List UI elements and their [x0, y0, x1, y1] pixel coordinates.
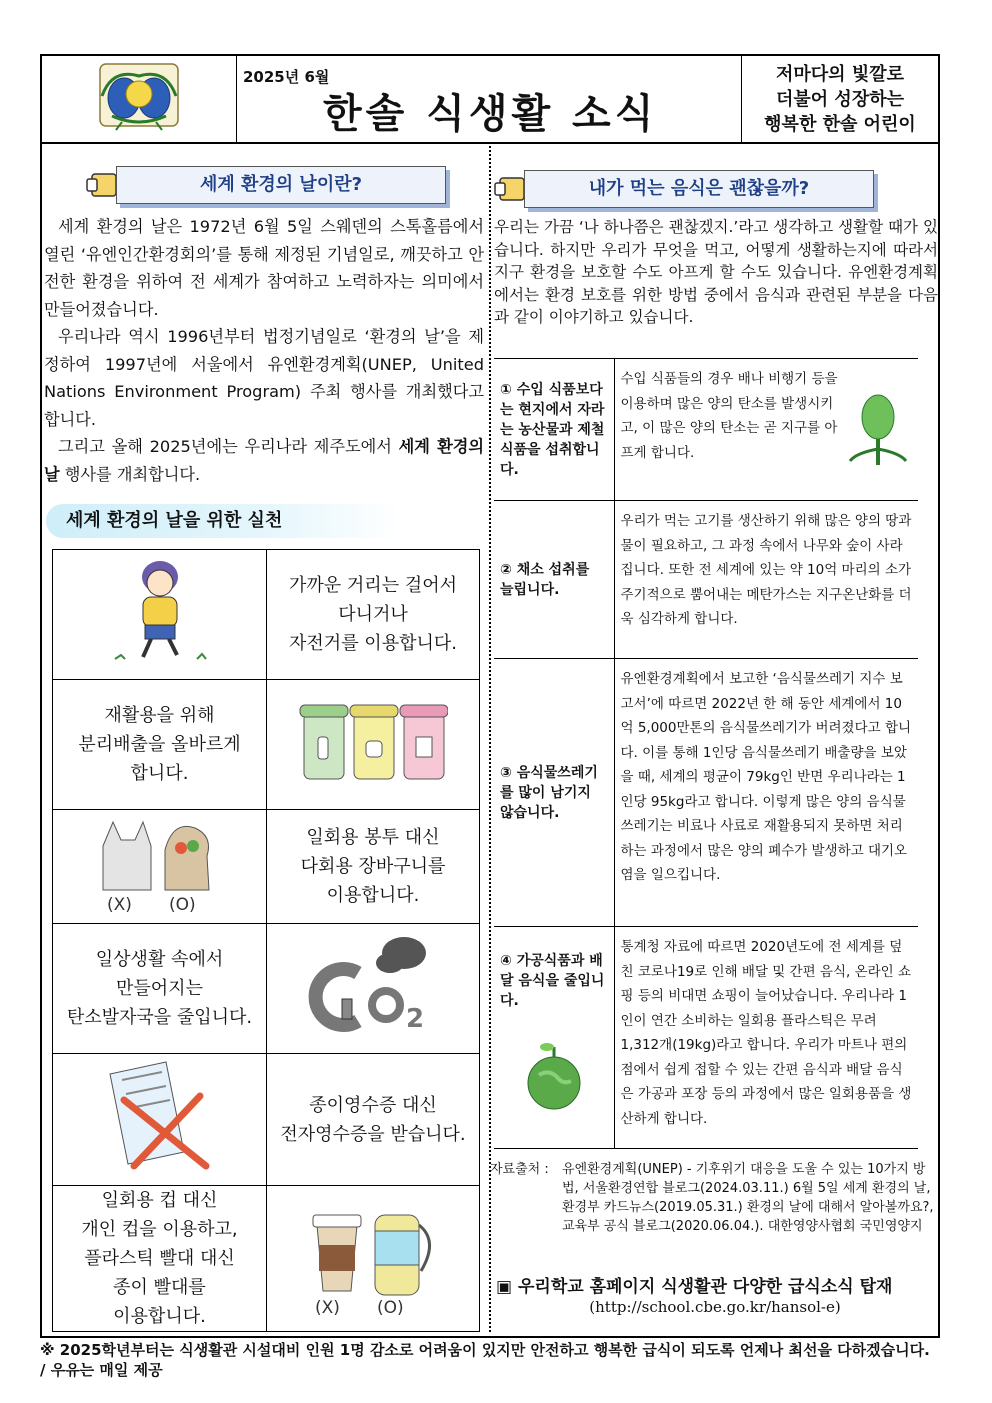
practice-heading: 세계 환경의 날을 위한 실천 — [46, 504, 402, 538]
practice-text: 일상생활 속에서 만들어지는 탄소발자국을 줄입니다. — [53, 924, 267, 1054]
earth-sprout-icon — [519, 1039, 589, 1113]
food-intro: 우리는 가끔 ‘나 하나쯤은 괜찮겠지.’라고 생각하고 생활할 때가 있습니다. 하지만 우리가 무엇을 먹고, 어떻게 생활하는지에 따라서 지구 환경을 보호할 수도 아프게 할 수도 있습니다. 유엔환경계획에서는 환경 보호를 위한 방법 중에서 음식과 관련된 부분을 다음과 같이 이야기하고 있습니다. — [494, 218, 938, 326]
tip-label: ① 수입 식품보다는 현지에서 자라는 농산물과 제철식품을 섭취합니다. — [494, 359, 614, 501]
practice-text: 일회용 컵 대신 개인 컵을 이용하고, 플라스틱 빨대 대신 종이 빨대를 이용합니다. — [53, 1186, 267, 1332]
practice-row — [53, 550, 480, 680]
section-tab-environment-day — [86, 166, 446, 206]
homepage-notice: ▣ 우리학교 홈페이지 식생활관 다양한 급식소식 탑재 — [496, 1277, 893, 1297]
mark-wrong: (X) — [106, 895, 132, 914]
practice-row — [53, 924, 480, 1054]
header — [42, 56, 938, 144]
practice-illustration — [267, 680, 480, 810]
school-logo — [42, 56, 237, 142]
svg-text:2: 2 — [406, 1004, 425, 1034]
paragraph: 세계 환경의 날은 1972년 6월 5일 스웨덴의 스톡홀름에서 열린 ‘유엔인간환경회의’를 통해 제정된 기념일로, 깨끗하고 안전한 환경을 위하여 전 세계가 참여하고 노력하자는 의미에서 만들어졌습니다. — [44, 217, 484, 319]
tip-text-body: 수입 식품들의 경우 배나 비행기 등을 이용하며 많은 양의 탄소를 발생시키고, 이 많은 양의 탄소는 곧 지구를 아프게 합니다. — [620, 371, 838, 461]
tip-row — [494, 501, 918, 659]
practice-table — [52, 549, 480, 1332]
paragraph-emphasis: 세계 환경의 날 — [44, 437, 484, 484]
tip-label — [494, 927, 614, 1149]
practice-text: 일회용 봉투 대신 다회용 장바구니를 이용합니다. — [267, 810, 480, 924]
motto-line: 더불어 성장하는 — [776, 89, 904, 110]
footer-notice: ※ 2025학년부터는 식생활관 시설대비 인원 1명 감소로 어려움이 있지만 안전하고 행복한 급식이 되도록 언제나 최선을 다하겠습니다. / 우유는 매일 제공 — [40, 1341, 930, 1379]
newsletter-title: 한솔 식생활 소식 — [323, 91, 658, 137]
logo-cell — [42, 56, 237, 142]
mark-wrong: (X) — [315, 1298, 340, 1317]
tip-row — [494, 927, 918, 1149]
paragraph-part: 그리고 올해 2025년에는 우리나라 제주도에서 — [58, 437, 399, 456]
sprout-icon — [844, 389, 912, 469]
tip-label: ③ 음식물쓰레기를 많이 남기지 않습니다. — [494, 659, 614, 927]
practice-text: 재활용을 위해 분리배출을 올바르게 합니다. — [53, 680, 267, 810]
practice-row — [53, 680, 480, 810]
tip-text: 통계청 자료에 따르면 2020년도에 전 세계를 덮친 코로나19로 인해 배달 및 간편 음식, 온라인 쇼핑 등의 비대면 쇼핑이 늘어났습니다. 우리나라 1인이 연간 소비하는 일회용 플라스틱은 무려 1,312개(19kg)라고 합니다. 우리가 마트나 편의점에서 쉽게 접할 수 있는 간편 음식과 배달 음식은 가공과 포장 등의 과정에서 많은 일회용품을 생산하게 합니다. — [614, 927, 918, 1149]
paragraph-part: 행사를 개최합니다. — [59, 464, 201, 484]
environment-day-text — [44, 213, 484, 488]
practice-illustration — [53, 810, 267, 924]
plastic-bag-vs-basket-icon — [95, 810, 225, 914]
source-label: 자료출처 : — [490, 1162, 549, 1177]
binder-clip-icon — [494, 174, 528, 204]
section-tab-food — [494, 170, 876, 210]
motto-line: 행복한 한솔 어린이 — [764, 114, 916, 135]
paragraph: 우리나라 역시 1996년부터 법정기념일로 ‘환경의 날’을 제정하여 1997년에 서울에서 유엔환경계획(UNEP, United Nations Environment Program) 주최 행사를 개최했다고 합니다. — [44, 327, 484, 429]
practice-text: 가까운 거리는 걸어서 다니거나 자전거를 이용합니다. — [267, 550, 480, 680]
motto-cell — [742, 56, 938, 142]
practice-row — [53, 1054, 480, 1186]
practice-illustration — [267, 1186, 480, 1332]
mark-right: (O) — [168, 895, 196, 914]
cup-vs-tumbler-icon — [303, 1191, 443, 1317]
motto-line: 저마다의 빛깔로 — [776, 64, 904, 85]
practice-illustration — [267, 924, 480, 1054]
co2-cloud-icon — [308, 929, 438, 1039]
paragraph — [44, 433, 484, 488]
tip-label: ② 채소 섭취를 늘립니다. — [494, 501, 614, 659]
section-heading: 내가 먹는 음식은 괜찮을까? — [524, 170, 874, 208]
tip-text: 우리가 먹는 고기를 생산하기 위해 많은 양의 땅과 물이 필요하고, 그 과정 속에서 나무와 숲이 사라집니다. 또한 전 세계에 있는 약 10억 마리의 소가 주기적으로 뿜어내는 메탄가스는 지구온난화를 더욱 심각하게 합니다. — [614, 501, 918, 659]
title-cell — [237, 56, 742, 142]
section-heading: 세계 환경의 날이란? — [116, 166, 446, 204]
issue-date: 2025년 6월 — [243, 68, 330, 86]
practice-row — [53, 1186, 480, 1332]
homepage-link[interactable]: (http://school.cbe.go.kr/hansol-e) — [589, 1298, 841, 1316]
paper-receipt-crossed-icon — [100, 1056, 220, 1174]
school-motto — [742, 62, 938, 137]
walking-child-icon — [105, 551, 215, 669]
tip-row — [494, 359, 918, 501]
binder-clip-icon — [86, 170, 120, 200]
practice-row — [53, 810, 480, 924]
tip-text — [614, 359, 918, 501]
column-divider — [489, 146, 491, 1332]
source-text: 유엔환경계획(UNEP) - 기후위기 대응을 도울 수 있는 10가지 방법, 서울환경연합 블로그(2024.03.11.) 6월 5일 세계 환경의 날, 환경부 카드뉴스(2019.05.31.) 환경의 날에 대해서 알아볼까요?, 교육부 공식 블로그(2020.06.04.). 대한영양사협회 국민영양지 — [562, 1162, 934, 1234]
tip-text: 유엔환경계획에서 보고한 ‘음식물쓰레기 지수 보고서’에 따르면 2022년 한 해 동안 세계에서 10억 5,000만톤의 음식물쓰레기가 버려졌다고 합니다. 이를 통해 1인당 음식물쓰레기 배출량을 보았을 때, 세계의 평균이 79kg인 반면 우리나라는 1인당 95kg라고 합니다. 이렇게 많은 양의 음식물쓰레기는 비료나 사료로 재활용되지 못하면 처리하는 과정에서 많은 양의 폐수가 발생하고 대기오염을 일으킵니다. — [614, 659, 918, 927]
newsletter-frame — [40, 54, 940, 1338]
mark-right: (O) — [377, 1298, 404, 1317]
tip-row — [494, 659, 918, 927]
recycling-bins-icon — [298, 695, 448, 785]
tip-label-text: ④ 가공식품과 배달 음식을 줄입니다. — [500, 953, 605, 1009]
food-tips-table — [494, 358, 918, 1149]
practice-illustration — [53, 550, 267, 680]
practice-illustration — [53, 1054, 267, 1186]
practice-text: 종이영수증 대신 전자영수증을 받습니다. — [267, 1054, 480, 1186]
